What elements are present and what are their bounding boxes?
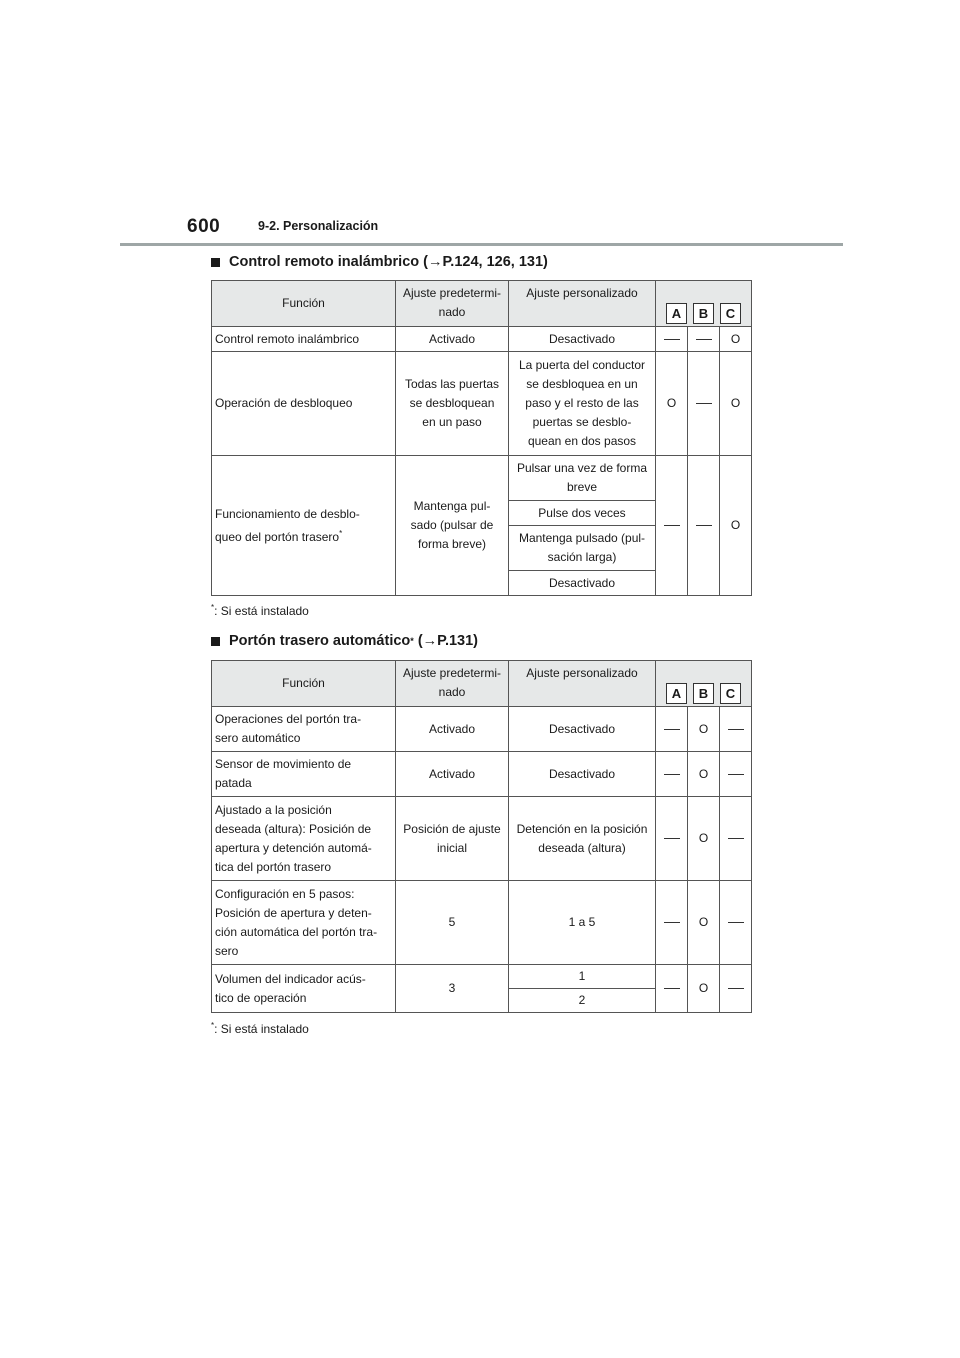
dash-icon [664, 774, 680, 775]
header-function: Función [212, 281, 396, 327]
row-default: 3 [396, 965, 509, 1013]
dash-icon [664, 838, 680, 839]
mark-b: O [688, 797, 720, 881]
mark-b: O [688, 752, 720, 797]
heading-page-ref: P.131) [437, 633, 479, 649]
power-tailgate-table [211, 660, 752, 1013]
dash-icon [696, 403, 712, 404]
mark-a [656, 456, 688, 596]
dash-icon [664, 988, 680, 989]
mark-b: O [688, 965, 720, 1013]
header-default: Ajuste predetermi- nado [396, 661, 509, 707]
mark-c [720, 707, 752, 752]
row-custom-option: 1 [509, 965, 656, 989]
dash-icon [664, 525, 680, 526]
letter-a-box: A [666, 303, 687, 324]
dash-icon [728, 774, 744, 775]
row-function: Operaciones del portón tra- sero automático [212, 707, 396, 752]
mark-a [656, 327, 688, 352]
row-function: Volumen del indicador acús- tico de operación [212, 965, 396, 1013]
header-default: Ajuste predetermi- nado [396, 281, 509, 327]
row-function: Sensor de movimiento de patada [212, 752, 396, 797]
header-function: Función [212, 661, 396, 707]
mark-a [656, 881, 688, 965]
letter-c-box: C [720, 303, 741, 324]
page-number: 600 [187, 216, 221, 237]
mark-a [656, 797, 688, 881]
row-default: Mantenga pul- sado (pulsar de forma breve) [396, 456, 509, 596]
table-header-row [212, 281, 752, 327]
header-divider [120, 243, 843, 246]
mark-b: O [688, 881, 720, 965]
mark-c [720, 797, 752, 881]
row-function: Ajustado a la posición deseada (altura): Posición de apertura y detención automá- tica del portón trasero [212, 797, 396, 881]
row-custom-option: Desactivado [509, 571, 656, 596]
header-letters [656, 661, 752, 707]
heading-power-tailgate [211, 633, 478, 649]
heading-text: Portón trasero automático [229, 633, 411, 649]
row-custom-option: Pulsar una vez de forma breve [509, 456, 656, 501]
header-letters [656, 281, 752, 327]
arrow-right-icon: → [422, 633, 438, 649]
mark-a [656, 752, 688, 797]
table-row [212, 456, 752, 501]
row-custom: La puerta del conductor se desbloquea en un paso y el resto de las puertas se desblo- quean en dos pasos [509, 352, 656, 456]
mark-a [656, 707, 688, 752]
row-custom-option: Mantenga pulsado (pul- sación larga) [509, 526, 656, 571]
footnote-marker: * [211, 603, 215, 612]
dash-icon [728, 988, 744, 989]
mark-c [720, 752, 752, 797]
dash-icon [728, 922, 744, 923]
dash-icon [696, 339, 712, 340]
mark-a [656, 965, 688, 1013]
footnote-marker: * [211, 1021, 215, 1030]
section-title: 9-2. Personalización [258, 219, 379, 233]
row-custom-option: Pulse dos veces [509, 501, 656, 526]
letter-b-box: B [693, 683, 714, 704]
footnote-marker: * [339, 528, 343, 538]
mark-b [688, 327, 720, 352]
table-header-row [212, 661, 752, 707]
mark-c [720, 881, 752, 965]
row-default: Activado [396, 327, 509, 352]
row-function [212, 456, 396, 596]
mark-c: O [720, 352, 752, 456]
heading-text: Control remoto inalámbrico ( [229, 254, 428, 270]
heading-paren: ( [413, 633, 423, 649]
row-function: Operación de desbloqueo [212, 352, 396, 456]
wireless-remote-table [211, 280, 752, 596]
row-default: 5 [396, 881, 509, 965]
table-row [212, 797, 752, 881]
row-custom: 1 a 5 [509, 881, 656, 965]
mark-b [688, 456, 720, 596]
dash-icon [664, 729, 680, 730]
arrow-right-icon: → [428, 254, 443, 270]
row-custom: Desactivado [509, 752, 656, 797]
mark-a: O [656, 352, 688, 456]
footnote-text: : Si está instalado [214, 604, 309, 618]
dash-icon [728, 729, 744, 730]
mark-b: O [688, 707, 720, 752]
table-row [212, 327, 752, 352]
row-default: Todas las puertas se desbloquean en un paso [396, 352, 509, 456]
row-default: Activado [396, 752, 509, 797]
footnote-marker: * [410, 636, 414, 646]
table-row [212, 881, 752, 965]
table-row [212, 352, 752, 456]
row-custom: Desactivado [509, 327, 656, 352]
footnote-text: : Si está instalado [214, 1022, 309, 1036]
row-default: Posición de ajuste inicial [396, 797, 509, 881]
row-function: Control remoto inalámbrico [212, 327, 396, 352]
footnote-tailgate [211, 1021, 309, 1036]
mark-b [688, 352, 720, 456]
square-bullet-icon [211, 258, 220, 267]
square-bullet-icon [211, 637, 220, 646]
dash-icon [696, 525, 712, 526]
dash-icon [728, 838, 744, 839]
footnote-remote [211, 603, 309, 618]
heading-wireless-remote [211, 254, 548, 270]
row-custom: Detención en la posición deseada (altura) [509, 797, 656, 881]
dash-icon [664, 922, 680, 923]
letter-a-box: A [666, 683, 687, 704]
header-custom: Ajuste personalizado [509, 281, 656, 327]
table-row [212, 965, 752, 989]
row-default: Activado [396, 707, 509, 752]
heading-page-ref: P.124, 126, 131) [442, 254, 548, 270]
mark-c: O [720, 456, 752, 596]
mark-c [720, 965, 752, 1013]
header-custom: Ajuste personalizado [509, 661, 656, 707]
letter-b-box: B [693, 303, 714, 324]
row-function: Configuración en 5 pasos: Posición de apertura y deten- ción automática del portón tra- sero [212, 881, 396, 965]
letter-c-box: C [720, 683, 741, 704]
row-custom: Desactivado [509, 707, 656, 752]
row-function-text: Funcionamiento de desblo- queo del portón trasero [215, 506, 360, 544]
mark-c: O [720, 327, 752, 352]
table-row [212, 752, 752, 797]
dash-icon [664, 339, 680, 340]
table-row [212, 707, 752, 752]
row-custom-option: 2 [509, 989, 656, 1013]
